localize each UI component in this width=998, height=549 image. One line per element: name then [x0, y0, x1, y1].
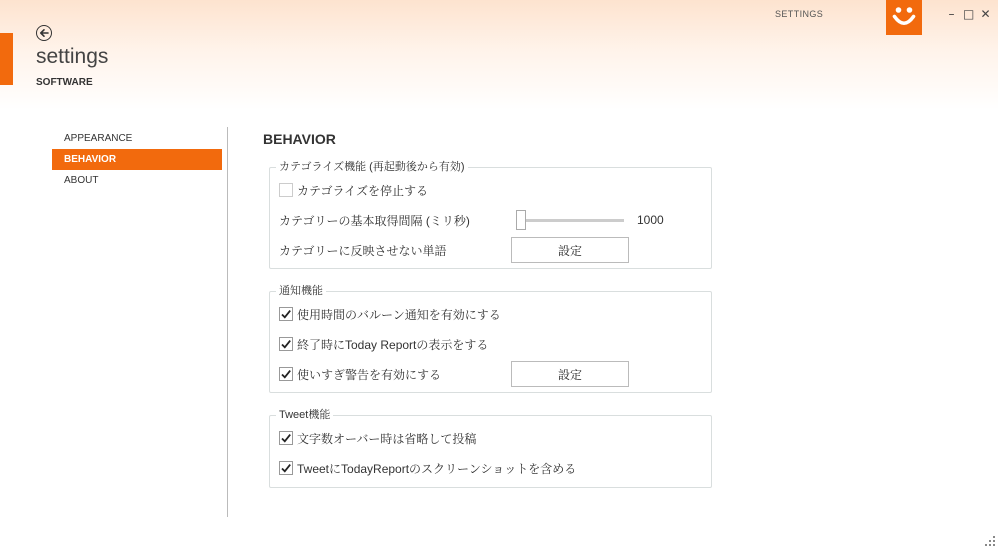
- overuse-warning-settings-button[interactable]: 設定: [511, 361, 629, 387]
- today-report-label: 終了時にToday Reportの表示をする: [297, 337, 489, 352]
- categorize-group: [269, 161, 712, 269]
- page-title: settings: [36, 45, 109, 68]
- checkmark-icon: [280, 432, 292, 444]
- smiley-logo-icon: [886, 0, 922, 35]
- minimize-button[interactable]: –: [948, 7, 955, 21]
- back-button[interactable]: [36, 25, 52, 41]
- overuse-warning-row: [279, 364, 441, 384]
- window-controls: [946, 8, 991, 21]
- checkmark-icon: [280, 368, 292, 380]
- back-arrow-icon: [39, 28, 49, 38]
- interval-label: カテゴリーの基本取得間隔 (ミリ秒): [279, 213, 470, 228]
- interval-slider-track[interactable]: [517, 219, 624, 222]
- balloon-notify-checkbox[interactable]: [279, 307, 293, 321]
- notify-legend: 通知機能: [276, 284, 326, 298]
- tweet-group: [269, 409, 712, 488]
- sidebar-item-appearance[interactable]: APPEARANCE: [64, 133, 133, 144]
- tweet-shorten-row: [279, 428, 476, 448]
- tweet-screenshot-row: [279, 458, 576, 478]
- balloon-notify-label: 使用時間のバルーン通知を有効にする: [297, 307, 501, 322]
- interval-slider-thumb[interactable]: [516, 210, 526, 230]
- today-report-checkbox[interactable]: [279, 337, 293, 351]
- tweet-legend: Tweet機能: [276, 408, 333, 422]
- stop-categorize-row: [279, 180, 428, 200]
- tweet-shorten-checkbox[interactable]: [279, 431, 293, 445]
- tweet-screenshot-label: TweetにTodayReportのスクリーンショットを含める: [297, 461, 577, 476]
- page-subtitle: SOFTWARE: [36, 77, 93, 88]
- notify-group: [269, 285, 712, 393]
- section-title: BEHAVIOR: [263, 131, 336, 147]
- tweet-shorten-label: 文字数オーバー時は省略して投稿: [297, 431, 477, 446]
- accent-bar: [0, 33, 13, 85]
- vertical-divider: [227, 127, 228, 517]
- interval-value: 1000: [637, 213, 664, 227]
- today-report-row: [279, 334, 488, 354]
- exclude-words-label: カテゴリーに反映させない単語: [279, 243, 447, 258]
- stop-categorize-checkbox[interactable]: [279, 183, 293, 197]
- balloon-notify-row: [279, 304, 501, 324]
- interval-row: [279, 210, 470, 230]
- sidebar-item-about[interactable]: ABOUT: [64, 175, 99, 186]
- exclude-words-settings-button[interactable]: 設定: [511, 237, 629, 263]
- overuse-warning-checkbox[interactable]: [279, 367, 293, 381]
- categorize-legend: カテゴライズ機能 (再起動後から有効): [276, 160, 468, 174]
- resize-grip-icon[interactable]: [985, 536, 995, 546]
- checkmark-icon: [280, 338, 292, 350]
- sidebar-nav: [52, 128, 222, 191]
- checkmark-icon: [280, 462, 292, 474]
- window-title: SETTINGS: [775, 9, 824, 19]
- close-button[interactable]: ✕: [980, 7, 991, 21]
- maximize-button[interactable]: □: [963, 7, 975, 21]
- checkmark-icon: [280, 308, 292, 320]
- stop-categorize-label: カテゴライズを停止する: [297, 183, 429, 198]
- sidebar-item-behavior[interactable]: BEHAVIOR: [52, 149, 222, 170]
- tweet-screenshot-checkbox[interactable]: [279, 461, 293, 475]
- exclude-words-row: [279, 240, 447, 260]
- overuse-warning-label: 使いすぎ警告を有効にする: [297, 367, 442, 382]
